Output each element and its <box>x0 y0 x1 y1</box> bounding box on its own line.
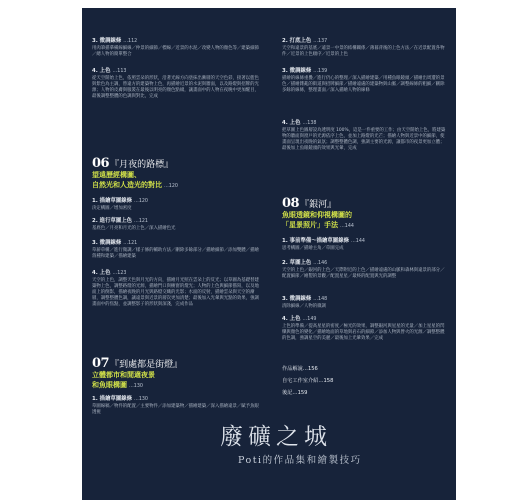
entry-title: 1. 描繪草圖線條 …130 <box>92 396 148 402</box>
chapter-name: 『到處都是街燈』 <box>110 360 183 370</box>
entry-body: 天空和遠景的基底／遠景一中景的結構關係／薄暮背後的上色方法／在近景配置各物件／近景的上色順序／近景的上色 <box>282 45 445 57</box>
chapter-subtitle: 魚眼透鏡和仰視構圖的 <box>282 211 352 219</box>
entry-body: 天空的上色，調整天色與月光的方向，描繪月光照在雲朵上的反光；以草圖為基礎替建築物上色，調整路燈的光源，描繪門口與櫥窗的燈光；人物的上色與細節描寫，以及地面上的倒影，描繪夜晚的月光與路燈交織的光影；水面的反射，描繪雲朵與天空的漸層，調整整體色調，讓遠景與近景的層次更加清楚；最後加入光暈與光點的效果，強調畫面中的焦點，並調整影子的形狀與深淺，完成作品 <box>92 277 259 307</box>
entry-body: 用肉筆描摹橫線細線／仲景的細節／標線／近景的水泥／改變人物的顏色等／建築細節／總人物的簡單整合 <box>92 45 259 57</box>
chapter-number: 07 <box>92 356 110 371</box>
toc-entry-8-3[interactable] <box>282 296 448 310</box>
toc-entry-8-4[interactable] <box>282 316 448 342</box>
works-commentary-entry[interactable]: 作品解說…156 <box>282 366 318 372</box>
entry-title: 1. 事前準備～描繪草圖線條 …144 <box>282 238 365 244</box>
chapter-subtitle: 「星景照片」手法 …144 <box>282 220 354 229</box>
book-subtitle: Poti的作品集和繪製技巧 <box>238 455 362 466</box>
chapter-number: 08 <box>282 196 300 211</box>
afterword-entry[interactable]: 後記…159 <box>282 390 308 396</box>
chapter-subtitle: 立體都市和閒適夜景 <box>92 371 155 379</box>
chapter-subtitle: 和魚眼構圖 …130 <box>92 380 143 389</box>
toc-entry-6-4[interactable] <box>92 270 260 308</box>
entry-body: 上色的準備／提高星星的密度／極光的效果，調整銀河與星星的光量／加上星星的閃爍與顏色的變化／描繪地面的草地與岩石的細節／添加人物與營火的光源／調整整體的色調，強調星空的美麗／最後加上光暈效果／完成 <box>282 323 445 341</box>
entry-body: 描繪的線條重疊／進行仍心的整理／深入描繪建築／用種魚眼鏡頭／描繪出周遭的景色／描繪雜亂的街道與招牌細節／描繪遠處的建築物與山脈／調整線條的粗細／刪除多餘的線條，整理畫面／深入描繪人物的線條 <box>282 75 445 93</box>
entry-title: 3. 微調線條 …112 <box>92 38 138 44</box>
book-title: 廢礦之城 <box>220 424 332 450</box>
toc-entry-6-2[interactable] <box>92 218 260 232</box>
entry-body: 清除細線／人物的微調 <box>282 303 326 309</box>
toc-entry-r2[interactable] <box>282 38 448 58</box>
entry-body: 天空的上色／銀河的上色／天際附近的上色／描繪遠處的山脈和森林與遠景的部分／配置細節／繪製的景觀／配置星星／最終的配置與光的調整 <box>282 267 445 279</box>
toc-entry-l3[interactable] <box>92 38 260 58</box>
entry-title: 4. 上色 …138 <box>282 120 317 126</box>
entry-body: 草圖線稿／物件的配置／主要物件／添加建築物／描繪建築／深入描繪遠景／賦予魚眼透視 <box>92 403 259 415</box>
chapter-subtitle: 望遠歷經構圖、 <box>92 171 141 179</box>
entry-body: 草薪草構／進行微調／樣子修的輔助方法／刪除多餘部分／描繪細節／添加雙體／描繪殼種和建築／描繪建築 <box>92 247 259 259</box>
chapter-08-heading[interactable] <box>282 196 448 231</box>
entry-title: 2. 進行草圖上色 …121 <box>92 218 148 224</box>
chapter-number: 06 <box>92 156 110 171</box>
table-of-contents-page <box>82 8 456 500</box>
entry-title: 3. 微調線條 …139 <box>282 68 328 74</box>
entry-title: 3. 微調線條 …121 <box>92 240 138 246</box>
entry-body: 基底色／月亮和月光的上色／深入描繪色光 <box>92 225 176 231</box>
entry-title: 2. 草圖上色 …146 <box>282 260 328 266</box>
entry-body: 從天空開始上色，依照雲朵的形狀，沿著光線方向塗抹出漸層的天空色彩，接著以藍色與紫色為主調，替遠方的建築物上色，再描繪近景的水泥與牆面，以及路燈與招牌的光源；人物的皮膚與服裝在最後以明亮的顏色點綴，讓畫面中的人物在夜晚中更加醒目，最後調整整體的色調與對比，完成 <box>92 75 259 99</box>
entry-title: 3. 微調線條 …148 <box>282 296 328 302</box>
entry-title: 4. 上色 …113 <box>92 68 127 74</box>
chapter-name: 『銀河』 <box>300 200 337 210</box>
studio-introduction-entry[interactable]: 自宅工作室介紹…158 <box>282 378 334 384</box>
entry-title: 1. 描繪草圖線條 …120 <box>92 198 148 204</box>
toc-entry-r3[interactable] <box>282 68 448 94</box>
toc-entry-6-3[interactable] <box>92 240 260 260</box>
chapter-06-heading[interactable] <box>92 156 260 191</box>
chapter-name: 『月夜的路標』 <box>110 160 174 170</box>
toc-entry-8-2[interactable] <box>282 260 448 280</box>
entry-body: 把草圖上色圖層設為透明度 100%，這是一件重要的工作；由天空開始上色，將建築物的牆面與窗戶的光源依序上色，並加上路燈的光芒；描繪人物與近景中的細節，使畫面呈現出夜晚的氣氛；調整整體色調，強調主要的光源，讓都市的夜景更加立體；最後加上魚眼鏡頭的效果與光暈，完成 <box>282 127 446 151</box>
toc-entry-6-1[interactable] <box>92 198 260 212</box>
entry-body: 決定構圖／增加密度 <box>92 205 132 211</box>
entry-title: 4. 上色 …149 <box>282 316 317 322</box>
entry-title: 2. 打底上色 …137 <box>282 38 328 44</box>
toc-entry-7-1[interactable] <box>92 396 260 416</box>
toc-entry-r4[interactable] <box>282 120 448 152</box>
toc-entry-l4[interactable] <box>92 68 260 100</box>
chapter-subtitle: 自然光和人造光的對比 …120 <box>92 180 178 189</box>
entry-body: 思考構圖／描繪主角／草圖完成 <box>282 245 344 251</box>
chapter-07-heading[interactable] <box>92 356 260 391</box>
entry-title: 4. 上色 …123 <box>92 270 127 276</box>
toc-entry-8-1[interactable] <box>282 238 448 252</box>
